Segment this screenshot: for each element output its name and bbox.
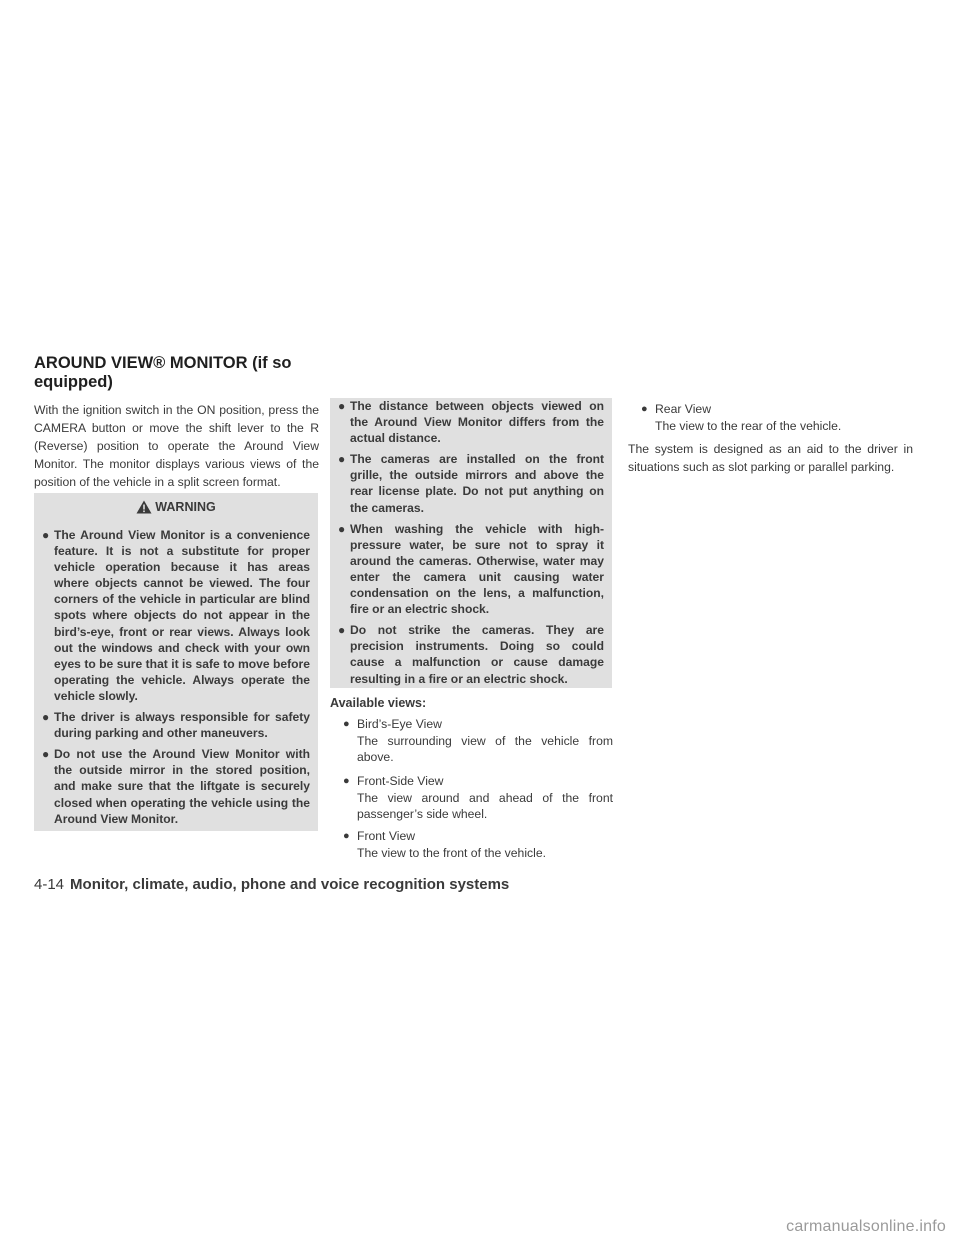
- warning-text: The cameras are installed on the front grille, the outside mirrors and above the rear license plate. Do not put anything on the cameras.: [350, 452, 604, 515]
- warning-item: [338, 398, 604, 446]
- bullet-icon: ●: [42, 747, 50, 762]
- warning-box: [34, 493, 318, 831]
- warning-item: [338, 451, 604, 515]
- view-description: The view to the rear of the vehicle.: [655, 418, 842, 433]
- view-item-birds-eye: [343, 716, 613, 766]
- view-title: Bird’s-Eye View: [357, 717, 442, 731]
- view-title: Front-Side View: [357, 774, 444, 788]
- warning-text: The driver is always responsible for safety during parking and other maneuvers.: [54, 710, 310, 741]
- warning-text: When washing the vehicle with high-pressure water, be sure not to spray it around the cameras. Otherwise, water may enter the camera unit causing water condensation on the lens, a malfunction, fire or an electric shock.: [350, 521, 604, 617]
- bullet-icon: ●: [338, 623, 346, 638]
- warning-label: WARNING: [155, 500, 216, 514]
- warning-item: [42, 527, 310, 704]
- bullet-icon: ●: [338, 521, 346, 536]
- warning-item: [338, 521, 604, 618]
- section-title: AROUND VIEW® MONITOR (if so equipped): [34, 354, 292, 391]
- warning-item: [42, 709, 310, 741]
- view-description: The surrounding view of the vehicle from above.: [357, 733, 613, 764]
- bullet-icon: ●: [641, 403, 648, 415]
- warning-text: Do not strike the cameras. They are precision instruments. Doing so could cause a malfunction or cause damage resulting in a fire or an electric shock.: [350, 623, 604, 686]
- view-item-front-side: [343, 773, 613, 823]
- view-title: Front View: [357, 829, 416, 843]
- view-title: Rear View: [655, 402, 711, 416]
- page-number: 4-14: [34, 876, 65, 893]
- warning-text: The Around View Monitor is a convenience feature. It is not a substitute for proper vehicle operation because it has areas where objects cannot be viewed. The four corners of the vehicle in particular are blind spots where objects do not appear in the bird’s-eye, front or rear views. Always look out the windows and check with your own eyes to be sure that it is safe to move before operating the vehicle. Always operate the vehicle slowly.: [54, 528, 310, 703]
- watermark: carmanualsonline.info: [786, 1218, 946, 1235]
- bullet-icon: ●: [343, 775, 350, 787]
- warning-text: The distance between objects viewed on the Around View Monitor differs from the actual distance.: [350, 399, 604, 446]
- column-3: [628, 440, 913, 476]
- warning-item: [42, 746, 310, 826]
- bullet-icon: ●: [42, 710, 50, 725]
- column-1: [34, 401, 319, 491]
- page-footer: [34, 876, 509, 893]
- bullet-icon: ●: [343, 830, 350, 842]
- bullet-icon: ●: [42, 528, 50, 542]
- view-item-front: [343, 828, 613, 861]
- chapter-title: Monitor, climate, audio, phone and voice recognition systems: [70, 876, 510, 893]
- bullet-icon: ●: [338, 399, 346, 413]
- closing-paragraph: The system is designed as an aid to the driver in situations such as slot parking or parallel parking.: [628, 442, 913, 474]
- warning-item: [338, 622, 604, 686]
- warning-box-continued: [330, 398, 612, 688]
- bullet-icon: ●: [343, 718, 350, 730]
- warning-text: Do not use the Around View Monitor with the outside mirror in the stored position, and make sure that the liftgate is securely closed when operating the vehicle using the Around View Monitor.: [54, 747, 310, 826]
- view-item-rear: [641, 401, 911, 434]
- view-description: The view to the front of the vehicle.: [357, 845, 547, 860]
- warning-icon: [136, 500, 152, 514]
- bullet-icon: ●: [338, 452, 346, 467]
- intro-paragraph: With the ignition switch in the ON position, press the CAMERA button or move the shift lever to the R (Reverse) position to operate the Around View Monitor. The monitor displays various views of the position of the vehicle in a split screen format.: [34, 403, 319, 489]
- view-description: The view around and ahead of the front passenger’s side wheel.: [357, 790, 613, 821]
- warning-heading: [42, 499, 310, 515]
- available-views-heading: Available views:: [330, 696, 427, 710]
